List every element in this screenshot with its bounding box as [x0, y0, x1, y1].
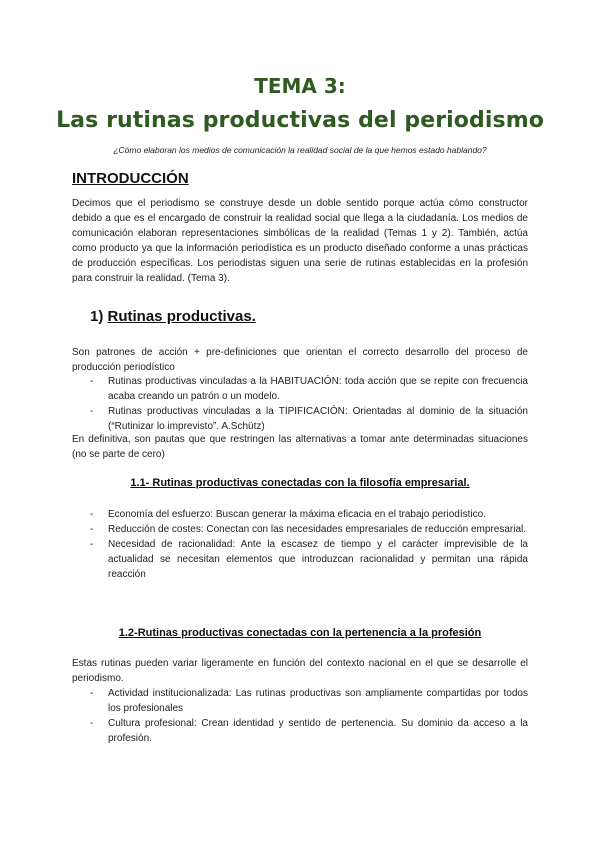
list-item: - Rutinas productivas vinculadas a la TIPIFICACIÓN: Orientadas al dominio de la situación (“Rutinizar lo imprevisto”. A.Schütz)	[90, 404, 528, 434]
list-item: - Actividad institucionalizada: Las rutinas productivas son ampliamente compartidas por todos los profesionales	[90, 686, 528, 716]
list-item: - Reducción de costes: Conectan con las necesidades empresariales de reducción empresarial.	[90, 522, 528, 537]
section1-title: Rutinas productivas.	[107, 308, 256, 325]
list-item: - Necesidad de racionalidad: Ante la escasez de tiempo y el carácter imprevisible de la actualidad se necesitan elementos que introduzcan racionalidad y permitan una rápida reacción	[90, 537, 528, 582]
section1-list	[90, 374, 528, 434]
list-item: - Economía del esfuerzo: Buscan generar la máxima eficacia en el trabajo periodístico.	[90, 507, 528, 522]
intro-heading: INTRODUCCIÓN	[72, 170, 189, 187]
document-title-line1: TEMA 3:	[254, 74, 346, 98]
section1-conclusion: En definitiva, son pautas que que restringen las alternativas a tomar ante determinadas situaciones (no se parte de cero)	[72, 434, 528, 460]
section1-2-heading: 1.2-Rutinas productivas conectadas con la pertenencia a la profesión	[118, 627, 482, 639]
intro-paragraph: Decimos que el periodismo se construye desde un doble sentido porque actúa cómo constructor debido a que es el encargado de construir la realidad social que llega a la ciudadanía. Los medios de comunicación elaboran representaciones simbólicas de la realidad (Temas 1 y 2). También, actúa como producto ya que la información periodística es un producto diseñado conforme a unas prácticas de producción específicas. Los periodistas siguen una serie de rutinas establecidas en la profesión para construir la realidad. (Tema 3).	[72, 198, 528, 284]
section1-2-list	[90, 686, 528, 746]
document-subtitle: ¿Cómo elaboran los medios de comunicación la realidad social de la que hemos estado hablando?	[113, 145, 487, 155]
document-title-line2: Las rutinas productivas del periodismo	[56, 108, 544, 133]
section1-1-heading: 1.1- Rutinas productivas conectadas con la filosofía empresarial.	[130, 477, 470, 489]
section1-1-list	[90, 507, 528, 582]
list-item: - Rutinas productivas vinculadas a la HABITUACIÓN: toda acción que se repite con frecuencia acaba creando un patrón o un modelo.	[90, 374, 528, 404]
section1-number: 1)	[90, 308, 104, 325]
section1-intro: Son patrones de acción + pre-definiciones que orientan el correcto desarrollo del proceso de producción periodístico	[72, 347, 528, 373]
section1-2-intro: Estas rutinas pueden variar ligeramente en función del contexto nacional en el que se desarrolle el periodismo.	[72, 658, 528, 684]
section1-heading	[90, 308, 256, 325]
list-item: - Cultura profesional: Crean identidad y sentido de pertenencia. Su dominio da acceso a la profesión.	[90, 716, 528, 746]
